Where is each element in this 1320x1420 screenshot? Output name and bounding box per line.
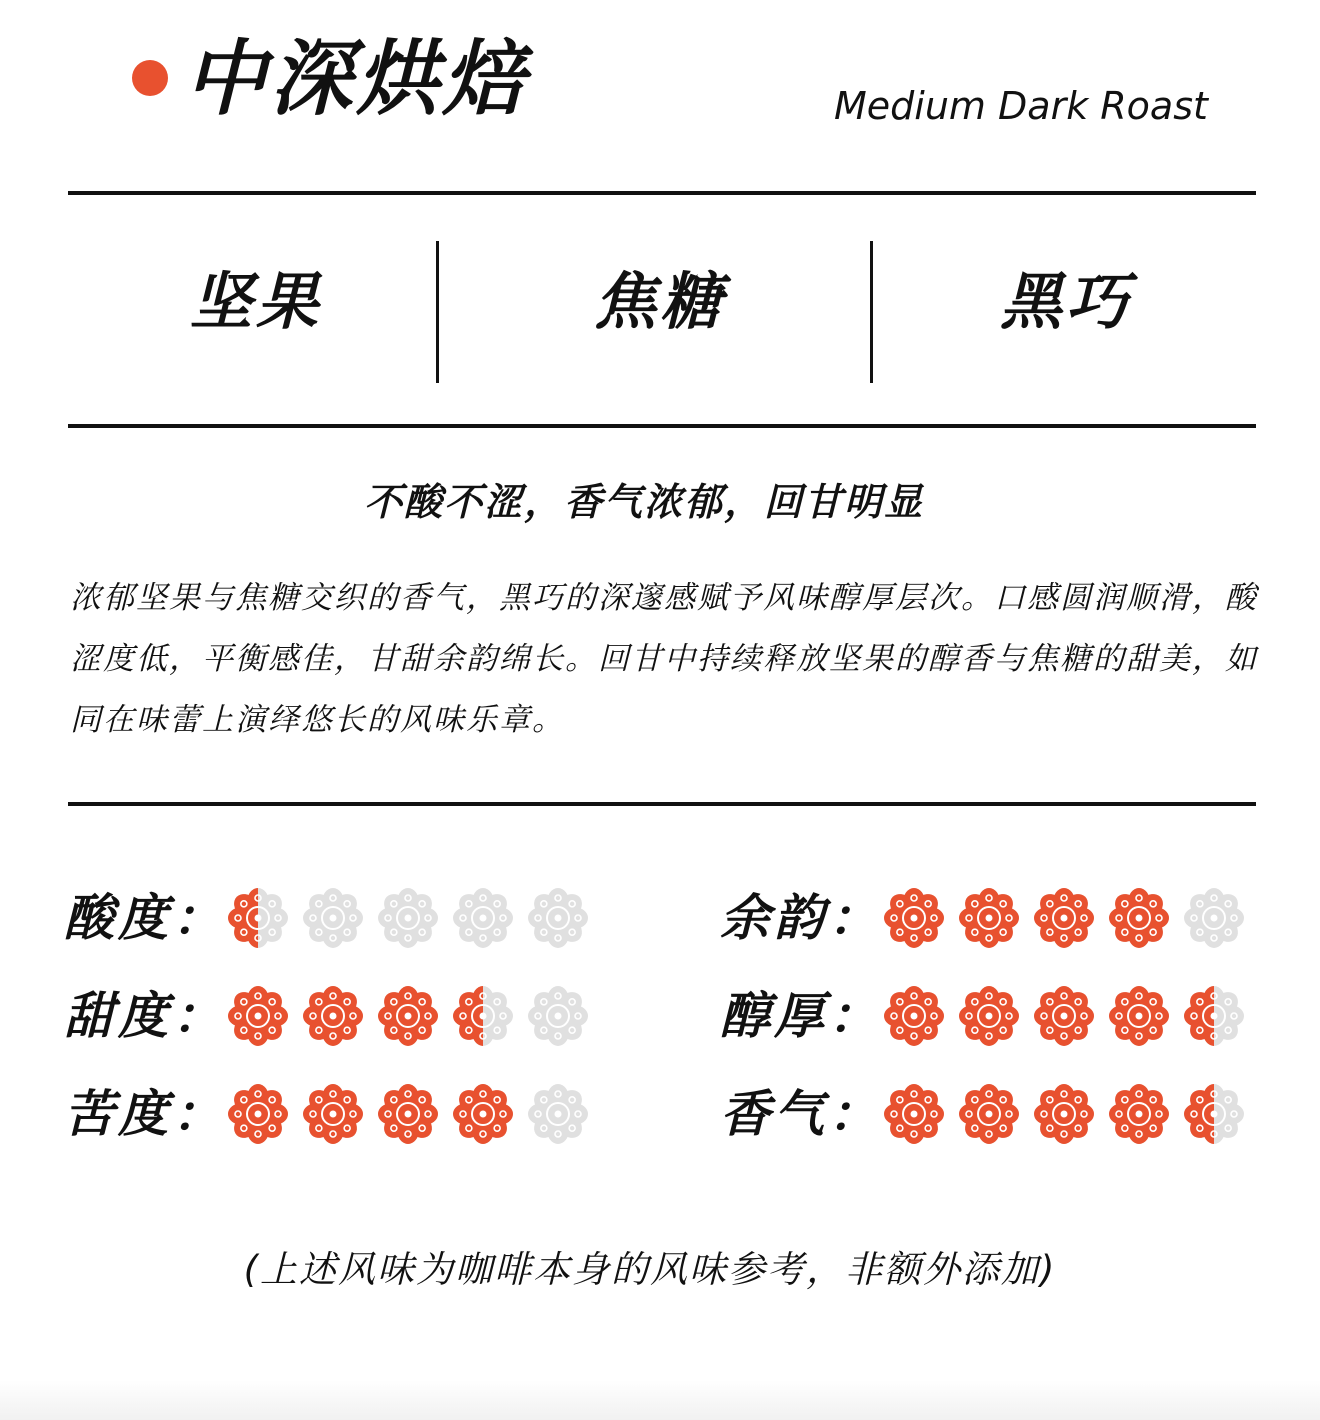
- flower-rating-icon: [1107, 1082, 1171, 1146]
- flower-rating-icon: [1182, 886, 1246, 950]
- title-dot: [132, 60, 168, 96]
- flower-rating-icon: [1182, 984, 1246, 1048]
- bottom-band: [0, 1380, 1320, 1420]
- flower-rating-icon: [957, 886, 1021, 950]
- flower-rating-icon: [301, 886, 365, 950]
- flower-rating-icon: [1032, 886, 1096, 950]
- description: 浓郁坚果与焦糖交织的香气，黑巧的深邃感赋予风味醇厚层次。口感圆润顺滑，酸涩度低，平衡感佳，甘甜余韵绵长。回甘中持续释放坚果的醇香与焦糖的甜美，如同在味蕾上演绎悠长的风味乐章。: [70, 580, 1258, 738]
- flower-rating-icon: [1107, 886, 1171, 950]
- flower-rating-icon: [301, 1082, 365, 1146]
- rating-label-body: 醇厚：: [720, 987, 882, 1045]
- divider-lower: [68, 802, 1256, 806]
- flower-rating-icon: [226, 984, 290, 1048]
- flower-rating-icon: [376, 1082, 440, 1146]
- flower-rating-icon: [1032, 1082, 1096, 1146]
- flower-rating-icon: [226, 1082, 290, 1146]
- note-separator-1: [436, 241, 439, 383]
- flower-rating-icon: [226, 886, 290, 950]
- flower-rating-icon: [882, 1082, 946, 1146]
- divider-top: [68, 191, 1256, 195]
- flower-rating-icon: [882, 886, 946, 950]
- note-separator-2: [870, 241, 873, 383]
- flower-rating-icon: [451, 984, 515, 1048]
- flower-rating-icon: [1182, 1082, 1246, 1146]
- flower-rating-icon: [526, 1082, 590, 1146]
- footer-note: (上述风味为咖啡本身的风味参考，非额外添加): [243, 1248, 1057, 1291]
- flower-rating-icon: [957, 984, 1021, 1048]
- rating-label-bitterness: 苦度：: [64, 1085, 226, 1143]
- divider-middle: [68, 424, 1256, 428]
- rating-label-finish: 余韵：: [720, 889, 882, 947]
- flower-rating-icon: [526, 886, 590, 950]
- rating-label-sweetness: 甜度：: [64, 987, 226, 1045]
- flower-rating-icon: [957, 1082, 1021, 1146]
- flower-rating-icon: [301, 984, 365, 1048]
- flower-rating-icon: [526, 984, 590, 1048]
- flower-rating-icon: [376, 984, 440, 1048]
- flavor-note-2: 焦糖: [593, 265, 726, 338]
- flower-rating-icon: [882, 984, 946, 1048]
- flavor-note-1: 坚果: [189, 265, 322, 338]
- rating-label-aroma: 香气：: [720, 1085, 882, 1143]
- flavor-note-3: 黑巧: [999, 265, 1132, 338]
- flower-rating-icon: [1032, 984, 1096, 1048]
- flower-rating-icon: [451, 1082, 515, 1146]
- flower-rating-icon: [376, 886, 440, 950]
- rating-label-acidity: 酸度：: [64, 889, 226, 947]
- tagline: 不酸不涩，香气浓郁，回甘明显: [363, 480, 924, 524]
- page-subtitle: Medium Dark Roast: [834, 84, 1208, 128]
- page-title: 中深烘焙: [184, 32, 528, 127]
- flower-rating-icon: [451, 886, 515, 950]
- flower-rating-icon: [1107, 984, 1171, 1048]
